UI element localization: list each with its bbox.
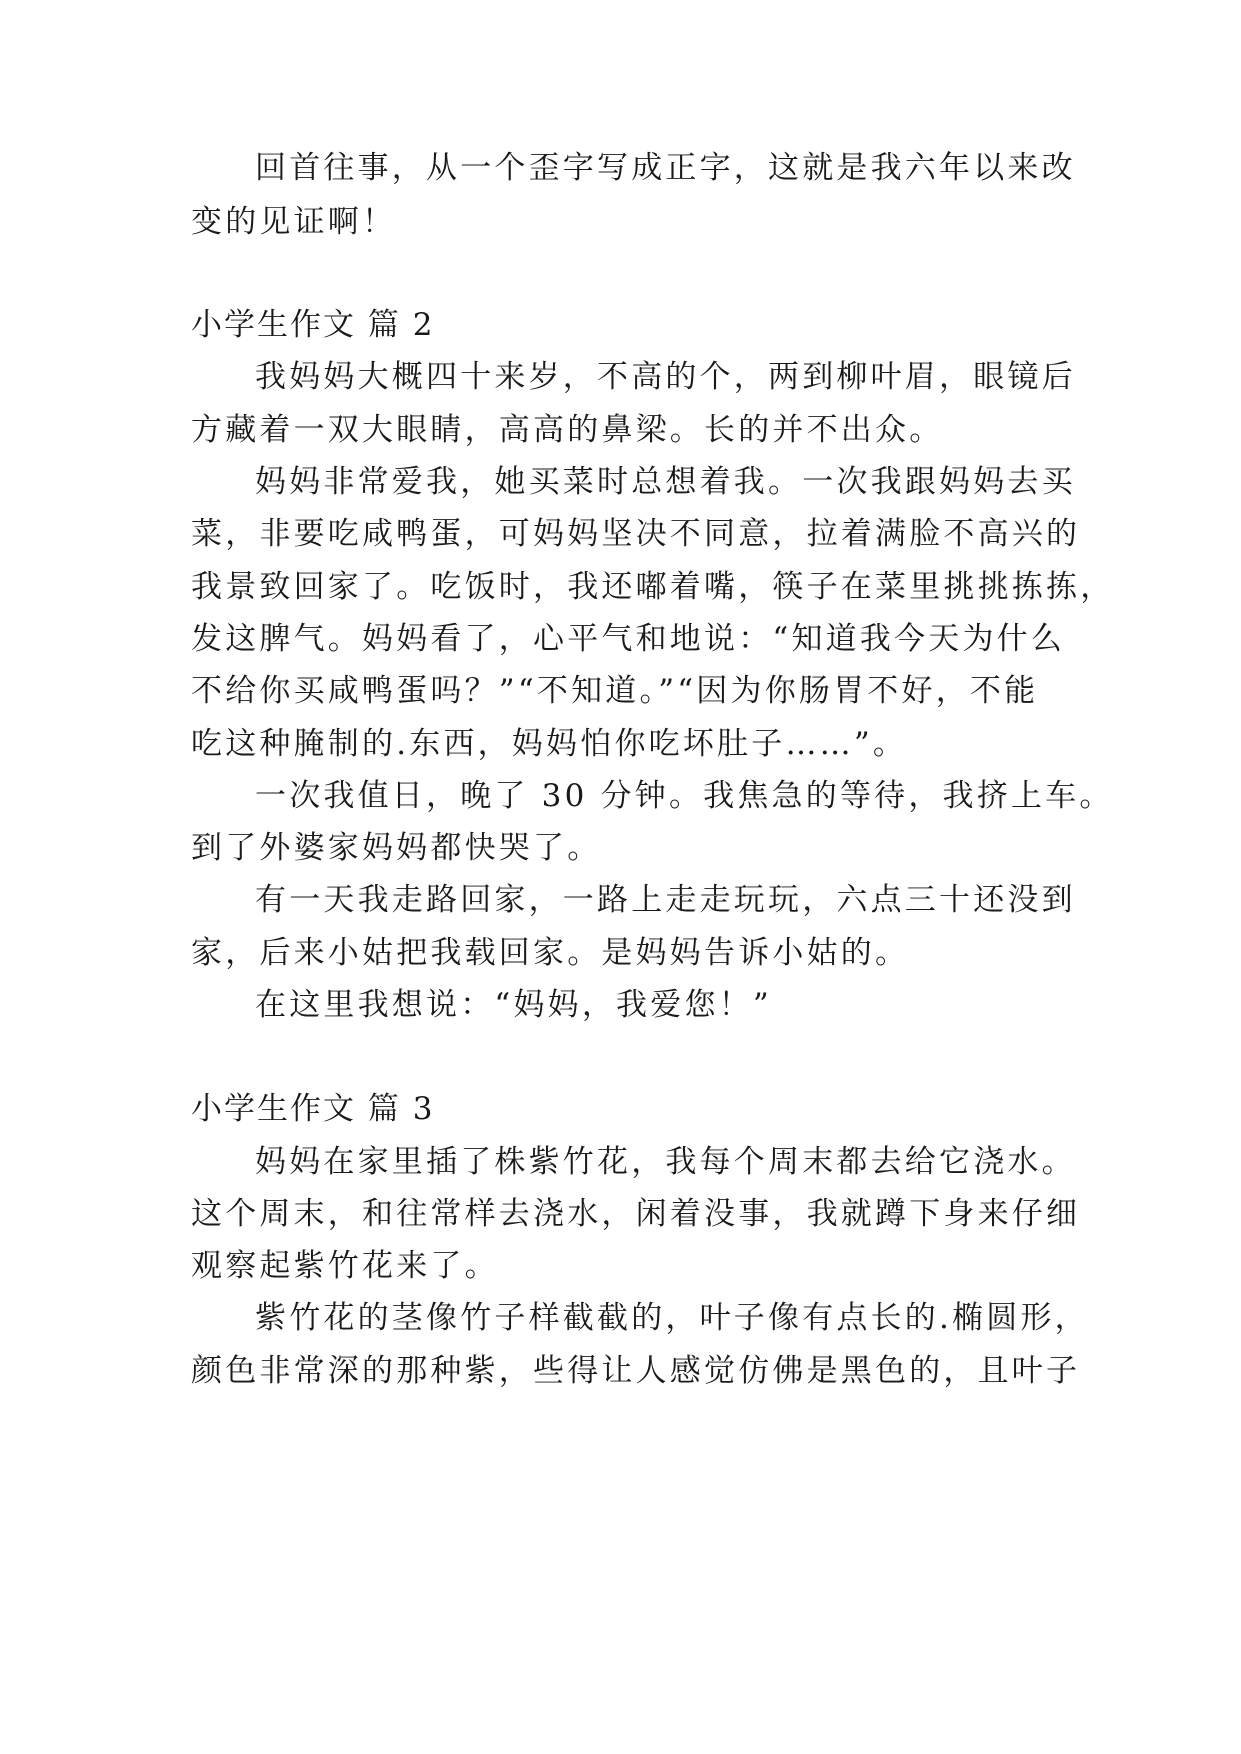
paragraph-line: 不给你买咸鸭蛋吗？”“不知道。”“因为你肠胃不好，不能 (191, 673, 1039, 709)
paragraph-line: 紫竹花的茎像竹子样截截的，叶子像有点长的.椭圆形， (255, 1300, 1089, 1336)
section-heading: 小学生作文 篇 3 (191, 1091, 435, 1127)
paragraph-line: 这个周末，和往常样去浇水，闲着没事，我就蹲下身来仔细 (191, 1196, 1081, 1232)
paragraph-line: 我景致回家了。吃饭时，我还嘟着嘴，筷子在菜里挑挑拣拣， (191, 569, 1115, 605)
paragraph-line: 吃这种腌制的.东西，妈妈怕你吃坏肚子……”。 (191, 726, 908, 762)
paragraph-line: 有一天我走路回家，一路上走走玩玩，六点三十还没到 (255, 882, 1076, 918)
paragraph-line: 我妈妈大概四十来岁，不高的个，两到柳叶眉，眼镜后 (255, 359, 1076, 395)
paragraph-line: 发这脾气。妈妈看了，心平气和地说：“知道我今天为什么 (191, 621, 1066, 657)
paragraph-line: 回首往事，从一个歪字写成正字，这就是我六年以来改 (255, 150, 1076, 186)
paragraph-line: 一次我值日，晚了 30 分钟。我焦急的等待，我挤上车。 (255, 778, 1114, 814)
paragraph-line: 妈妈在家里插了株紫竹花，我每个周末都去给它浇水。 (255, 1144, 1076, 1180)
section-heading: 小学生作文 篇 2 (191, 307, 435, 343)
paragraph-line: 妈妈非常爱我，她买菜时总想着我。一次我跟妈妈去买 (255, 464, 1076, 500)
paragraph-line: 方藏着一双大眼睛，高高的鼻梁。长的并不出众。 (191, 412, 944, 448)
paragraph-line: 观察起紫竹花来了。 (191, 1248, 499, 1284)
paragraph-line: 家，后来小姑把我载回家。是妈妈告诉小姑的。 (191, 935, 910, 971)
paragraph-line: 到了外婆家妈妈都快哭了。 (191, 830, 602, 866)
paragraph-line: 变的见证啊！ (191, 204, 397, 240)
paragraph-line: 在这里我想说：“妈妈，我爱您！” (255, 987, 772, 1023)
paragraph-line: 颜色非常深的那种紫，些得让人感觉仿佛是黑色的，且叶子 (191, 1353, 1081, 1389)
paragraph-line: 菜，非要吃咸鸭蛋，可妈妈坚决不同意，拉着满脸不高兴的 (191, 516, 1081, 552)
